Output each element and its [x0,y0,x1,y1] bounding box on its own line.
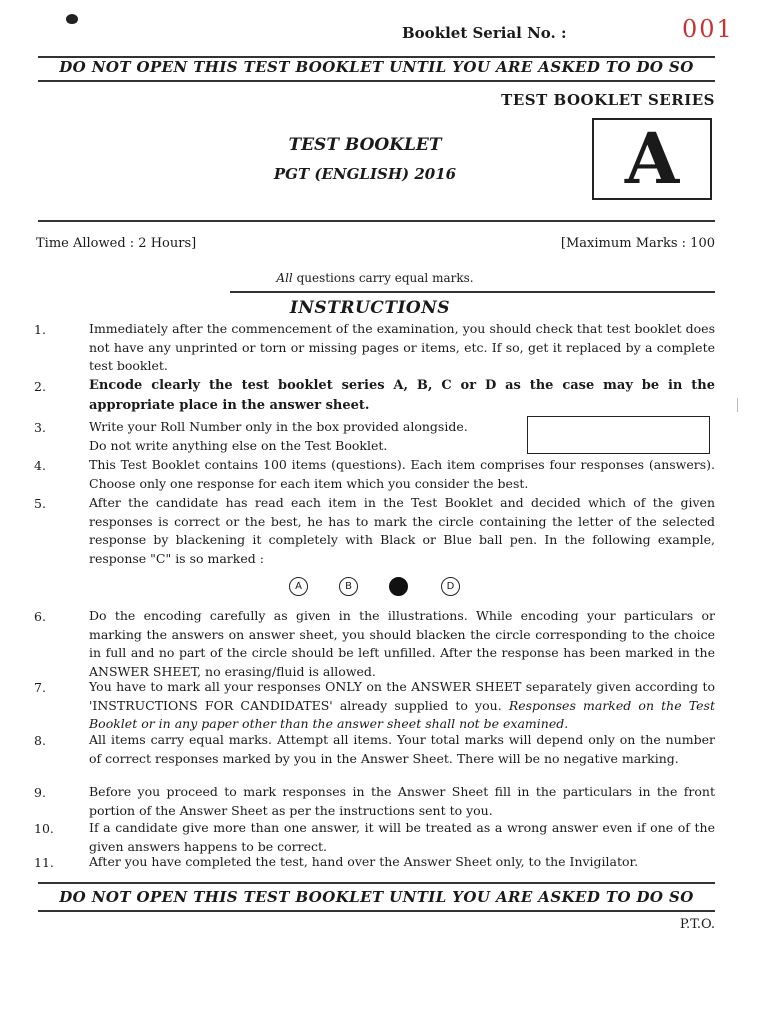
instruction-text: If a candidate give more than one answer, it will be treated as a wrong answer even if one of the given answers happens to be correct. [89,820,715,854]
instruction-text: All items carry equal marks. Attempt all items. Your total marks will depend only on the number of correct responses marked by you in the Answer Sheet. There will be no negative marking. [89,732,715,766]
bottom-warning: DO NOT OPEN THIS TEST BOOKLET UNTIL YOU ARE ASKED TO DO SO [59,888,694,906]
instruction-text: This Test Booklet contains 100 items (questions). Each item comprises four responses (answers). Choose only one response for each item which you consider the best. [89,457,715,491]
bottom-rule-lower [38,910,715,912]
instruction-number: 4. [34,458,46,473]
margin-mark [737,398,738,412]
header-divider [38,220,715,222]
instruction-number: 11. [34,855,54,870]
instructions-heading: INSTRUCTIONS [289,298,451,318]
example-bubble-filled [389,577,408,596]
booklet-title: TEST BOOKLET [288,135,442,155]
instruction-number: 8. [34,733,46,748]
instruction-text: After you have completed the test, hand over the Answer Sheet only, to the Invigilator. [89,854,639,869]
series-letter: A [624,117,680,200]
example-bubble: D [441,577,460,596]
instruction-text: Before you proceed to mark responses in the Answer Sheet fill in the particulars in the front portion of the Answer Sheet as per the instructions sent to you. [89,784,715,818]
roll-number-box [527,416,710,454]
instruction-text: Write your Roll Number only in the box provided alongside. [89,419,468,434]
time-allowed: Time Allowed : 2 Hours] [36,236,197,251]
instruction-number: 2. [34,379,46,394]
bottom-rule-upper [38,882,715,884]
instructions-rule [230,291,715,293]
maximum-marks: [Maximum Marks : 100 [560,236,715,251]
instruction-number: 5. [34,496,46,511]
top-warning: DO NOT OPEN THIS TEST BOOKLET UNTIL YOU ARE ASKED TO DO SO [59,58,694,76]
instruction-number: 1. [34,322,46,337]
booklet-serial-number: 001 [682,15,734,43]
example-bubble: A [289,577,308,596]
booklet-serial-label: Booklet Serial No. : [402,24,567,42]
please-turn-over: P.T.O. [679,917,715,932]
corner-mark [66,14,78,24]
instruction-text: You have to mark all your responses ONLY on the ANSWER SHEET separately given according to 'INSTRUCTIONS FOR CANDIDATES' already supplied to you. Responses marked on the Test Booklet or in any paper other than the answer sheet shall not be examined. [89,679,715,731]
equal-marks-note: All questions carry equal marks. [276,271,474,285]
instruction-text: After the candidate has read each item in the Test Booklet and decided which of the given responses is correct or the best, he has to mark the circle containing the letter of the selected response by blackening it completely with Black or Blue ball pen. In the following example, response "C" is so marked : [89,495,715,566]
instruction-number: 3. [34,420,46,435]
exam-name: PGT (ENGLISH) 2016 [273,165,457,183]
instruction-text: Do the encoding carefully as given in the illustrations. While encoding your particulars or marking the answers on answer sheet, you should blacken the circle corresponding to the choice in full and no part of the circle should be left unfilled. After the response has been marked in the ANSWER SHEET, no erasing/fluid is allowed. [89,608,715,679]
instruction-text: Do not write anything else on the Test Booklet. [89,438,388,453]
instruction-number: 7. [34,680,46,695]
instruction-number: 9. [34,785,46,800]
instruction-text: Encode clearly the test booklet series A, B, C or D as the case may be in the appropriate place in the answer sheet. [89,378,715,413]
instruction-number: 6. [34,609,46,624]
test-booklet-series-label: TEST BOOKLET SERIES [501,91,715,109]
top-rule-lower [38,80,715,82]
example-bubble: B [339,577,358,596]
instruction-number: 10. [34,821,54,836]
instruction-text: Immediately after the commencement of the examination, you should check that test booklet does not have any unprinted or torn or missing pages or items, etc. If so, get it replaced by a complete test booklet. [89,321,715,373]
